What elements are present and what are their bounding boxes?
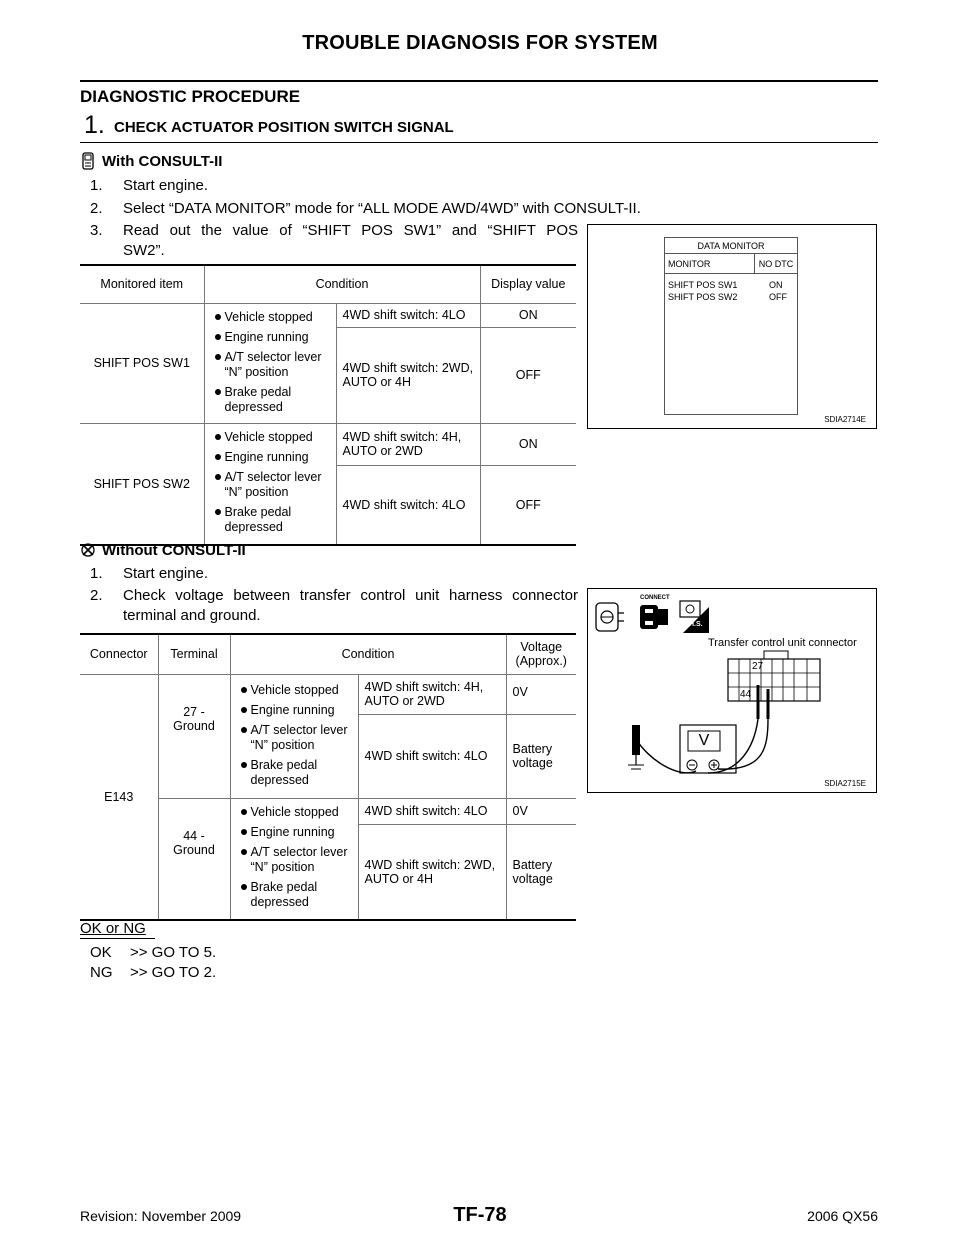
cond-sw2-b: 4WD shift switch: 4LO (336, 465, 480, 545)
no-consult-step-2: 2. Check voltage between transfer control unit harness connector terminal and ground. (90, 587, 578, 624)
with-consult-label: With CONSULT-II (102, 152, 223, 170)
conditions-sw1: Vehicle stopped Engine running A/T selector lever “N” position Brake pedal depressed (204, 303, 336, 423)
pin-44-label: 44 (740, 689, 752, 700)
monitor-row1-label: SHIFT POS SW1 (668, 280, 738, 290)
voltage-table (80, 633, 576, 921)
connect-label: CONNECT (640, 595, 670, 601)
value-27-a: 0V (506, 674, 576, 714)
connector-title: Transfer control unit connector (708, 637, 857, 649)
terminal-27: 27 - Ground (158, 674, 230, 798)
consult-tool-icon (80, 152, 96, 170)
cond-sw2-a: 4WD shift switch: 4H, AUTO or 2WD (336, 423, 480, 465)
cond-27-a: 4WD shift switch: 4H, AUTO or 2WD (358, 674, 506, 714)
cond-sw1-b: 4WD shift switch: 2WD, AUTO or 4H (336, 327, 480, 423)
ok-ng-rule (80, 938, 155, 939)
page-number: TF-78 (453, 1204, 507, 1226)
conditions-27: Vehicle stopped Engine running A/T selector lever “N” position Brake pedal depressed (230, 674, 358, 798)
meter-label: V (698, 732, 710, 749)
monitor-row2-label: SHIFT POS SW2 (668, 292, 738, 302)
tester-icon (680, 601, 700, 617)
ng-action: >> GO TO 2. (130, 964, 217, 981)
section-title: DIAGNOSTIC PROCEDURE (80, 87, 301, 106)
th-voltage: Voltage (Approx.) (506, 634, 576, 674)
ok-row (90, 944, 216, 961)
without-consult-heading (80, 541, 246, 559)
conditions-sw2: Vehicle stopped Engine running A/T selector lever “N” position Brake pedal depressed (204, 423, 336, 545)
cond-27-b: 4WD shift switch: 4LO (358, 714, 506, 798)
step-number: 1. (84, 111, 105, 139)
cond-44-a: 4WD shift switch: 4LO (358, 798, 506, 824)
connect-icon (640, 605, 668, 629)
header-rule (80, 80, 878, 82)
monitor-col2: NO DTC (755, 254, 797, 274)
cond-44-b: 4WD shift switch: 2WD, AUTO or 4H (358, 824, 506, 920)
without-consult-label: Without CONSULT-II (102, 541, 246, 559)
voltage-check-figure (587, 588, 877, 793)
cond-sw1-a: 4WD shift switch: 4LO (336, 303, 480, 327)
value-44-a: 0V (506, 798, 576, 824)
monitor-col1: MONITOR (665, 254, 755, 274)
th-condition: Condition (230, 634, 506, 674)
th-monitored-item: Monitored item (80, 265, 204, 303)
disconnect-icon (596, 603, 624, 631)
model-year: 2006 QX56 (807, 1208, 878, 1224)
value-sw1-b: OFF (480, 327, 576, 423)
monitor-row2-value: OFF (769, 292, 787, 302)
pin-27-label: 27 (752, 661, 764, 672)
ok-ng-title: OK or NG (80, 920, 146, 937)
monitor-table (80, 264, 576, 546)
ng-row (90, 964, 216, 981)
monitor-title: DATA MONITOR (665, 238, 797, 254)
terminal-44: 44 - Ground (158, 798, 230, 920)
consult-step-3: 3. Read out the value of “SHIFT POS SW1” and “SHIFT POS SW2”. (90, 222, 578, 259)
step-title: CHECK ACTUATOR POSITION SWITCH SIGNAL (114, 119, 454, 136)
page-header: TROUBLE DIAGNOSIS FOR SYSTEM (302, 32, 658, 54)
hs-label: H.S. (689, 621, 703, 628)
data-monitor-figure (587, 224, 877, 429)
ok-action: >> GO TO 5. (130, 944, 217, 961)
figure-code-1: SDIA2714E (824, 415, 866, 424)
th-terminal: Terminal (158, 634, 230, 674)
value-27-b: Battery voltage (506, 714, 576, 798)
value-44-b: Battery voltage (506, 824, 576, 920)
revision-date: Revision: November 2009 (80, 1208, 242, 1224)
value-sw2-b: OFF (480, 465, 576, 545)
th-condition: Condition (204, 265, 480, 303)
th-connector: Connector (80, 634, 158, 674)
conditions-44: Vehicle stopped Engine running A/T selector lever “N” position Brake pedal depressed (230, 798, 358, 920)
th-display-value: Display value (480, 265, 576, 303)
connector-e143: E143 (80, 674, 158, 920)
monitor-screen (664, 237, 798, 415)
item-shift-pos-sw1: SHIFT POS SW1 (80, 303, 204, 423)
no-consult-tool-icon (80, 541, 96, 559)
with-consult-heading (80, 152, 222, 170)
figure-code-2: SDIA2715E (824, 779, 866, 788)
value-sw1-a: ON (480, 303, 576, 327)
ng-key: NG (90, 964, 113, 981)
monitor-row1-value: ON (769, 280, 783, 290)
value-sw2-a: ON (480, 423, 576, 465)
item-shift-pos-sw2: SHIFT POS SW2 (80, 423, 204, 545)
voltage-check-diagram (588, 589, 876, 792)
step-heading (80, 111, 878, 143)
ok-key: OK (90, 944, 112, 961)
